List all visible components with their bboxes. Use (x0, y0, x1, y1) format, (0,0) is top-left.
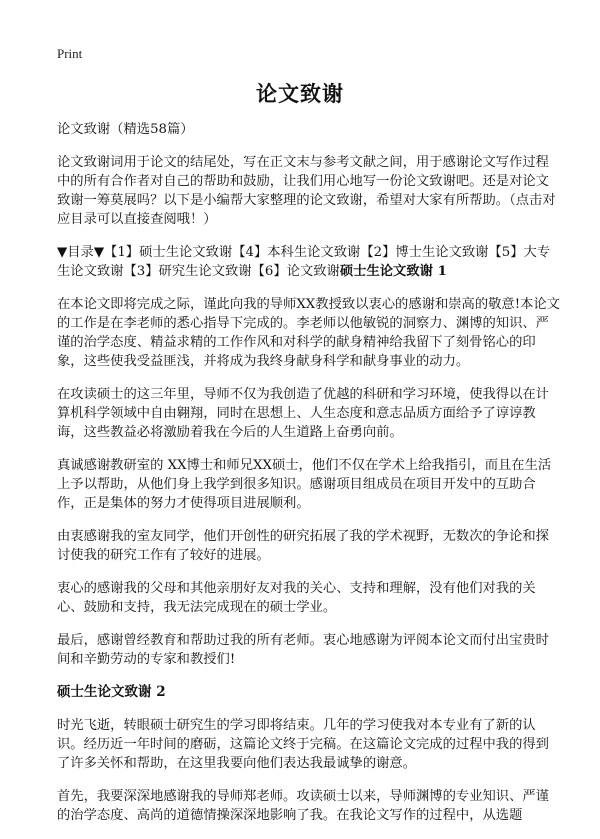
print-link[interactable]: Print (57, 46, 83, 61)
section-heading-1: 硕士生论文致谢 1 (339, 264, 447, 279)
toc-item-6[interactable]: 【6】论文致谢 (251, 264, 340, 279)
section1-paragraph: 在攻读硕士的这三年里，导师不仅为我创造了优越的科研和学习环境，使我得以在计算机科学领域中自由翱翔，同时在思想上、人生态度和意志品质方面给予了谆谆教诲，这些教益必将激励着我在今后的人生道路上奋勇向前。 (57, 387, 549, 440)
article-subtitle: 论文致谢（精选58篇） (57, 122, 194, 137)
section1-paragraph: 在本论文即将完成之际，谨此向我的导师XX教授致以衷心的感谢和崇高的敬意!本论文的工作是在李老师的悉心指导下完成的。李老师以他敏锐的洞察力、渊博的知识、严谨的治学态度、精益求精的工作作风和对科学的献身精神给我留下了刻骨铭心的印象，这些使我受益匪浅，并将成为我终身献身科学和献身事业的动力。 (57, 297, 560, 369)
section1-paragraph: 由衷感谢我的室友同学，他们开创性的研究拓展了我的学术视野，无数次的争论和探讨使我的研究工作有了较好的进展。 (57, 529, 549, 563)
toc-prefix: ▼目录▼ (57, 245, 105, 260)
section1-paragraph: 最后，感谢曾经教育和帮助过我的所有老师。衷心地感谢为评阅本论文而付出宝贵时间和辛勤劳动的专家和教授们! (57, 633, 549, 667)
intro-paragraph: 论文致谢词用于论文的结尾处，写在正文末与参考文献之间，用于感谢论文写作过程中的所有合作者对自己的帮助和鼓励，让我们用心地写一份论文致谢吧。还是对论文致谢一筹莫展吗？以下是小编帮大家整理的论文致谢，希望对大家有所帮助。（点击对应目录可以直接查阅哦！） (57, 155, 556, 227)
table-of-contents (57, 243, 560, 281)
section2-paragraph: 首先，我要深深地感谢我的导师郑老师。攻读硕士以来，导师渊博的专业知识、严谨的治学态度、高尚的道德情操深深地影响了我。在我论文写作的过程中，从选题 (57, 789, 549, 823)
section2-paragraph: 时光飞逝，转眼硕士研究生的学习即将结束。几年的学习使我对本专业有了新的认识。经历近一年时间的磨砺，这篇论文终于完稿。在这篇论文完成的过程中我的得到了许多关怀和帮助，在这里我要向他们表达我最诚挚的谢意。 (57, 718, 549, 771)
toc-item-4[interactable]: 【4】本科生论文致谢 (232, 245, 361, 260)
toc-item-5[interactable]: 【5】大专生论文致谢 (57, 245, 551, 279)
section1-paragraph: 衷心的感谢我的父母和其他亲朋好友对我的关心、支持和理解，没有他们对我的关心、鼓励和支持，我无法完成现在的硕士学业。 (57, 581, 536, 615)
toc-item-3[interactable]: 【3】研究生论文致谢 (123, 264, 252, 279)
section-heading-2: 硕士生论文致谢 2 (57, 684, 166, 700)
article-content (57, 120, 560, 839)
toc-item-1[interactable]: 【1】硕士生论文致谢 (104, 245, 233, 260)
toc-item-2[interactable]: 【2】博士生论文致谢 (360, 245, 489, 260)
page-title: 论文致谢 (256, 82, 344, 106)
section1-paragraph: 真诚感谢教研室的 XX博士和师兄XX硕士，他们不仅在学术上给我指引，而且在生活上予以帮助，从他们身上我学到很多知识。感谢项目组成员在项目开发中的互助合作，正是集体的努力才使得项目进展顺利。 (57, 458, 552, 511)
